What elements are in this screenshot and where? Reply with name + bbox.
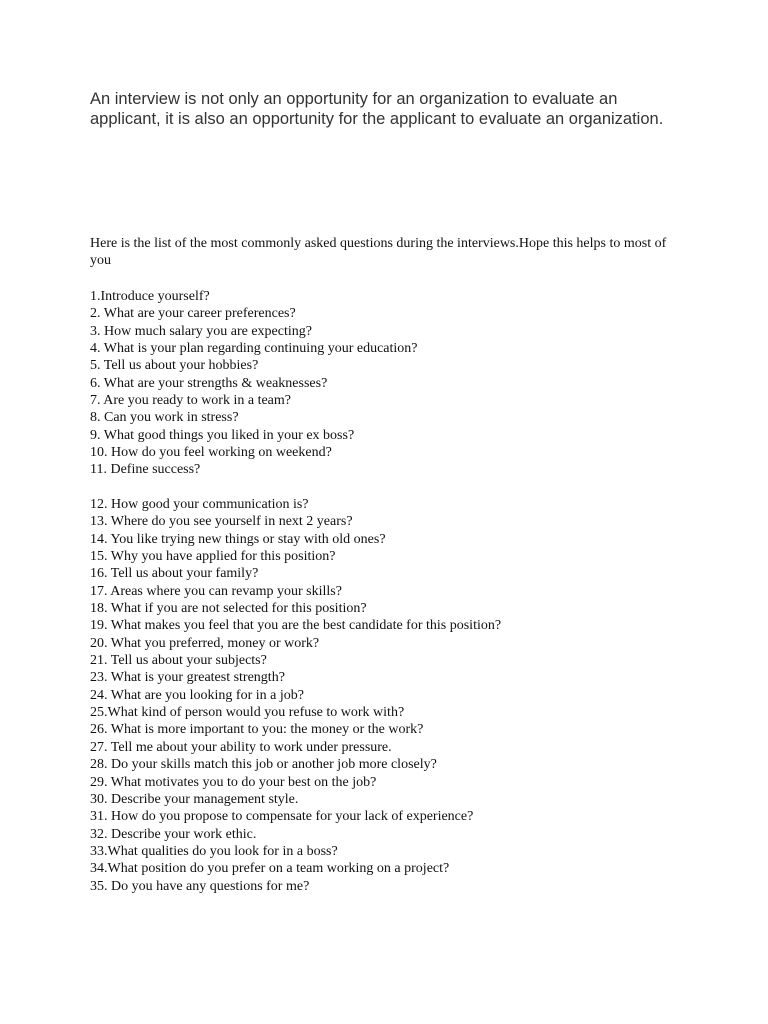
question-item: 18. What if you are not selected for this position?: [90, 601, 367, 617]
question-item: 10. How do you feel working on weekend?: [90, 445, 332, 461]
page-heading: An interview is not only an opportunity for an organization to evaluate an applicant, it is also an opportunity for the applicant to evaluate an organization.: [90, 90, 664, 128]
question-item: 15. Why you have applied for this position?: [90, 549, 336, 565]
question-item: 8. Can you work in stress?: [90, 410, 239, 426]
question-item: 29. What motivates you to do your best on the job?: [90, 774, 377, 790]
question-item: 6. What are your strengths & weaknesses?: [90, 375, 328, 391]
question-item: 34.What position do you prefer on a team working on a project?: [90, 861, 450, 877]
question-item: 7. Are you ready to work in a team?: [90, 393, 291, 409]
question-list-part2: [90, 496, 690, 895]
question-item: 32. Describe your work ethic.: [90, 826, 257, 842]
question-item: 23. What is your greatest strength?: [90, 670, 285, 686]
question-item: 3. How much salary you are expecting?: [90, 323, 312, 339]
question-item: 30. Describe your management style.: [90, 791, 299, 807]
question-item: 28. Do your skills match this job or another job more closely?: [90, 757, 437, 773]
intro-paragraph: Here is the list of the most commonly asked questions during the interviews.Hope this helps to most of you: [90, 236, 667, 269]
question-item: 35. Do you have any questions for me?: [90, 878, 310, 894]
question-item: 11. Define success?: [90, 462, 201, 478]
question-item: 21. Tell us about your subjects?: [90, 653, 267, 669]
question-item: 26. What is more important to you: the money or the work?: [90, 722, 424, 738]
question-item: 33.What qualities do you look for in a boss?: [90, 843, 338, 859]
question-item: 20. What you preferred, money or work?: [90, 635, 320, 651]
question-item: 16. Tell us about your family?: [90, 566, 259, 582]
question-item: 9. What good things you liked in your ex boss?: [90, 427, 355, 443]
question-item: 2. What are your career preferences?: [90, 306, 296, 322]
question-item: 19. What makes you feel that you are the best candidate for this position?: [90, 618, 502, 634]
question-item: 14. You like trying new things or stay with old ones?: [90, 531, 386, 547]
question-item: 24. What are you looking for in a job?: [90, 687, 304, 703]
question-item: 17. Areas where you can revamp your skills?: [90, 583, 342, 599]
question-item: 13. Where do you see yourself in next 2 years?: [90, 514, 353, 530]
question-item: 4. What is your plan regarding continuing your education?: [90, 341, 418, 357]
question-item: 5. Tell us about your hobbies?: [90, 358, 259, 374]
question-item: 27. Tell me about your ability to work under pressure.: [90, 739, 392, 755]
question-item: 1.Introduce yourself?: [90, 289, 210, 304]
question-item: 12. How good your communication is?: [90, 497, 309, 512]
question-list-part1: [90, 288, 690, 479]
question-item: 31. How do you propose to compensate for your lack of experience?: [90, 809, 474, 825]
question-item: 25.What kind of person would you refuse to work with?: [90, 705, 405, 721]
